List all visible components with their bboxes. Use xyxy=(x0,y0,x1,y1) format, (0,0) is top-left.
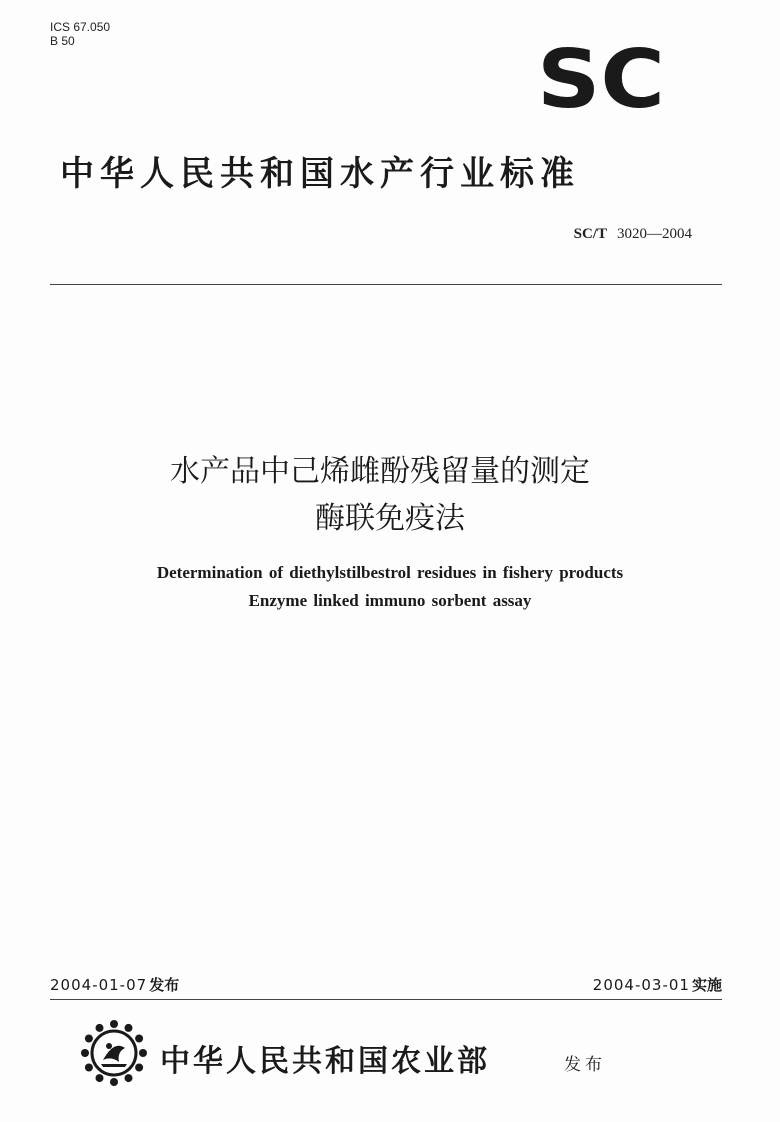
issue-label: 发布 xyxy=(149,976,180,994)
english-title-line-2: Enzyme linked immuno sorbent assay xyxy=(248,591,532,610)
standard-number xyxy=(574,226,692,243)
publisher-name: 中华人民共和国农业部 xyxy=(160,1044,490,1079)
issue-date: 2004-01-07 xyxy=(50,976,148,994)
classification-codes xyxy=(50,20,110,48)
implement-date: 2004-03-01 xyxy=(592,976,690,994)
bottom-divider xyxy=(50,999,722,1000)
chinese-title-line-2: 酶联免疫法 xyxy=(315,501,465,536)
chinese-title-line-1: 水产品中己烯雌酚残留量的测定 xyxy=(170,454,590,489)
english-title-line-1: Determination of diethylstilbestrol residues in fishery products xyxy=(156,563,624,582)
ics-code: ICS 67.050 xyxy=(50,20,111,34)
standard-category-title: 中华人民共和国水产行业标准 xyxy=(60,154,580,194)
standard-number-prefix: SC/T xyxy=(573,226,607,242)
logo-text: SC xyxy=(537,47,665,113)
top-divider xyxy=(50,284,722,285)
implement-date-block xyxy=(593,974,722,995)
publish-label: 发布 xyxy=(564,1055,606,1075)
ccs-code: B 50 xyxy=(50,34,75,48)
standard-number-value: 3020—2004 xyxy=(617,226,692,242)
issue-date-block xyxy=(50,974,179,995)
sc-logo-icon xyxy=(535,47,667,113)
ministry-emblem-icon xyxy=(79,1018,149,1088)
implement-label: 实施 xyxy=(691,976,722,994)
